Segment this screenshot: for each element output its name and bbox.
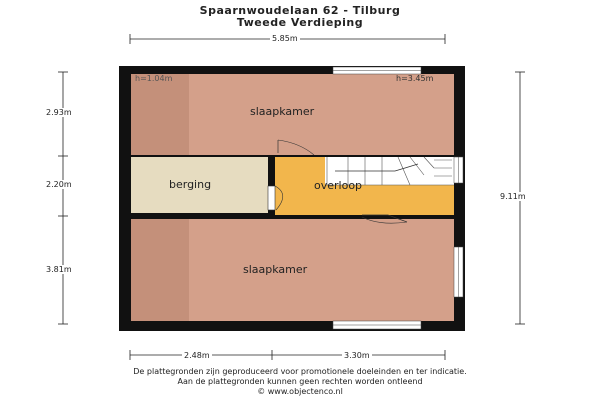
window-right-lower — [454, 247, 463, 297]
dimension-bottom-right-label: 3.30m — [344, 351, 370, 360]
disclaimer-line-1: De plattegronden zijn geproduceerd voor promotionele doeleinden en ter indicatie. — [133, 367, 467, 376]
plan-title-address: Spaarnwoudelaan 62 - Tilburg — [199, 4, 401, 17]
sloped-ceiling-bottom — [131, 219, 189, 321]
room-label-landing: overloop — [314, 179, 363, 192]
plan-title-floor: Tweede Verdieping — [236, 16, 364, 29]
disclaimer-line-2: Aan de plattegronden kunnen geen rechten worden ontleend — [177, 377, 423, 386]
dimension-depth-label: 9.11m — [500, 192, 526, 201]
sloped-ceiling-top — [131, 74, 189, 155]
copyright-link[interactable]: © www.objectenco.nl — [257, 387, 343, 396]
window-bottom — [333, 321, 421, 329]
dimension-left-mid-label: 2.20m — [46, 180, 72, 189]
room-label-storage: berging — [169, 178, 212, 191]
dimension-bottom-left-label: 2.48m — [184, 351, 210, 360]
dimension-width-label: 5.85m — [272, 34, 298, 43]
window-top — [333, 67, 421, 74]
dimension-bottom — [130, 350, 445, 360]
ceiling-height-high: h=3.45m — [396, 74, 434, 83]
room-label-bedroom-bottom: slaapkamer — [243, 263, 308, 276]
room-label-bedroom-top: slaapkamer — [250, 105, 315, 118]
ceiling-height-low: h=1.04m — [135, 74, 173, 83]
window-right-upper — [454, 157, 463, 183]
dimension-left-top-label: 2.93m — [46, 108, 72, 117]
dimension-left-bottom-label: 3.81m — [46, 265, 72, 274]
